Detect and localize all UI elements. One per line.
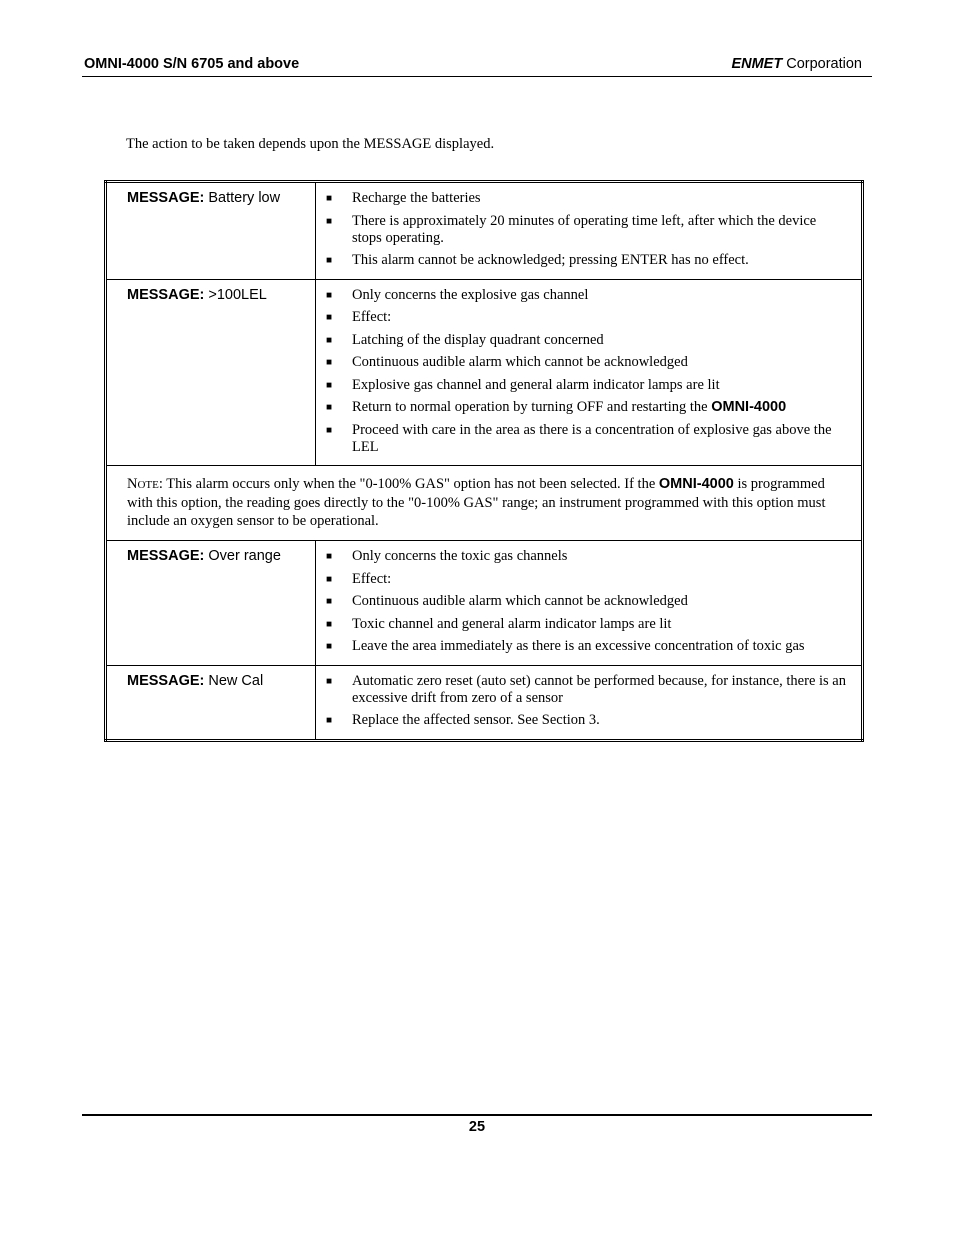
bullet-icon: ■ [326,641,333,652]
bullet-icon: ■ [326,596,333,607]
message-name: Battery low [204,190,281,206]
bullet-icon: ■ [326,715,333,726]
message-label [106,182,316,280]
action-list-cell [316,665,863,740]
action-list-cell [316,182,863,280]
bullet-icon: ■ [326,618,333,630]
action-list [324,548,849,655]
bullet-icon: ■ [326,193,333,204]
page-header [82,56,872,77]
table-row-note [106,466,863,541]
message-label [106,279,316,466]
bullet-icon: ■ [326,357,333,368]
list-item: ■ Latching of the display quadrant concerned [326,331,604,348]
message-name: >100LEL [204,286,267,303]
list-item: ■ Only concerns the explosive gas channel [326,286,589,303]
bullet-icon: ■ [326,215,333,227]
list-item: ■ Only concerns the toxic gas channels [326,548,568,564]
bullet-icon: ■ [326,334,333,346]
list-item: ■ There is approximately 20 minutes of operating time left, after which the device stops operating. [326,212,817,246]
table-row-battery-low [106,182,863,280]
action-list-cell [316,279,863,466]
list-item: ■ Toxic channel and general alarm indicator lamps are lit [326,615,672,632]
message-label [106,541,316,666]
page-number: 25 [468,1119,486,1135]
message-name: Over range [204,548,281,564]
bullet-icon: ■ [326,379,333,391]
bullet-icon: ■ [326,551,333,562]
action-list [324,190,849,269]
bullet-icon: ■ [326,675,333,687]
list-item: ■ Recharge the batteries [326,190,481,206]
page-footer [82,1114,872,1135]
action-list [324,673,849,730]
note-heading: NOTE [127,476,159,492]
product-name: OMNI-4000 [658,476,734,492]
bullet-icon: ■ [326,573,333,585]
list-item: ■ Proceed with care in the area as there is a concentration of explosive gas above the LEL [326,421,832,455]
note-text: is programmed with this option, the reading goes directly to the "0-100% GAS" range; an instrument programmed with this option must include an oxygen sensor to be operational. [127,476,826,529]
message-name: New Cal [204,672,264,689]
product-name: OMNI-4000 [711,399,787,415]
table-row-over-range [106,541,863,666]
list-item: ■ Effect: [326,309,392,325]
header-company [731,56,862,72]
table-row-new-cal [106,665,863,740]
list-item: ■ Automatic zero reset (auto set) cannot be performed because, for instance, there is an excessive drift from zero of a sensor [326,672,846,706]
list-item: ■ Leave the area immediately as there is an excessive concentration of toxic gas [326,638,805,654]
bullet-icon: ■ [326,402,333,413]
message-label [106,665,316,740]
note-cell [106,466,863,541]
table-row-lel [106,279,863,466]
company-suffix: Corporation [782,56,862,72]
bullet-icon: ■ [326,255,333,266]
message-prefix: MESSAGE: [127,286,205,303]
message-table [104,180,864,742]
note-text: : This alarm occurs only when the "0-100% GAS" option has not been selected. If the [158,476,659,492]
message-prefix: MESSAGE: [127,672,205,689]
message-prefix: MESSAGE: [127,190,205,206]
list-item: ■ Explosive gas channel and general alarm indicator lamps are lit [326,376,720,393]
brand-name: ENMET [731,56,783,72]
list-item: ■ Continuous audible alarm which cannot be acknowledged [326,593,688,609]
bullet-icon: ■ [326,289,333,301]
header-title: OMNI-4000 S/N 6705 and above [84,56,300,72]
bullet-icon: ■ [326,312,333,323]
list-item: ■ Effect: [326,570,392,587]
action-list-cell [316,541,863,666]
message-prefix: MESSAGE: [127,548,205,564]
list-item: ■ This alarm cannot be acknowledged; pressing ENTER has no effect. [326,252,749,268]
list-item: ■ Return to normal operation by turning OFF and restarting the OMNI-4000 [326,399,787,415]
list-item: ■ Replace the affected sensor. See Section 3. [326,712,600,728]
list-item: ■ Continuous audible alarm which cannot be acknowledged [326,354,688,370]
action-list [324,287,849,456]
intro-text: The action to be taken depends upon the MESSAGE displayed. [126,136,495,152]
bullet-icon: ■ [326,424,333,436]
